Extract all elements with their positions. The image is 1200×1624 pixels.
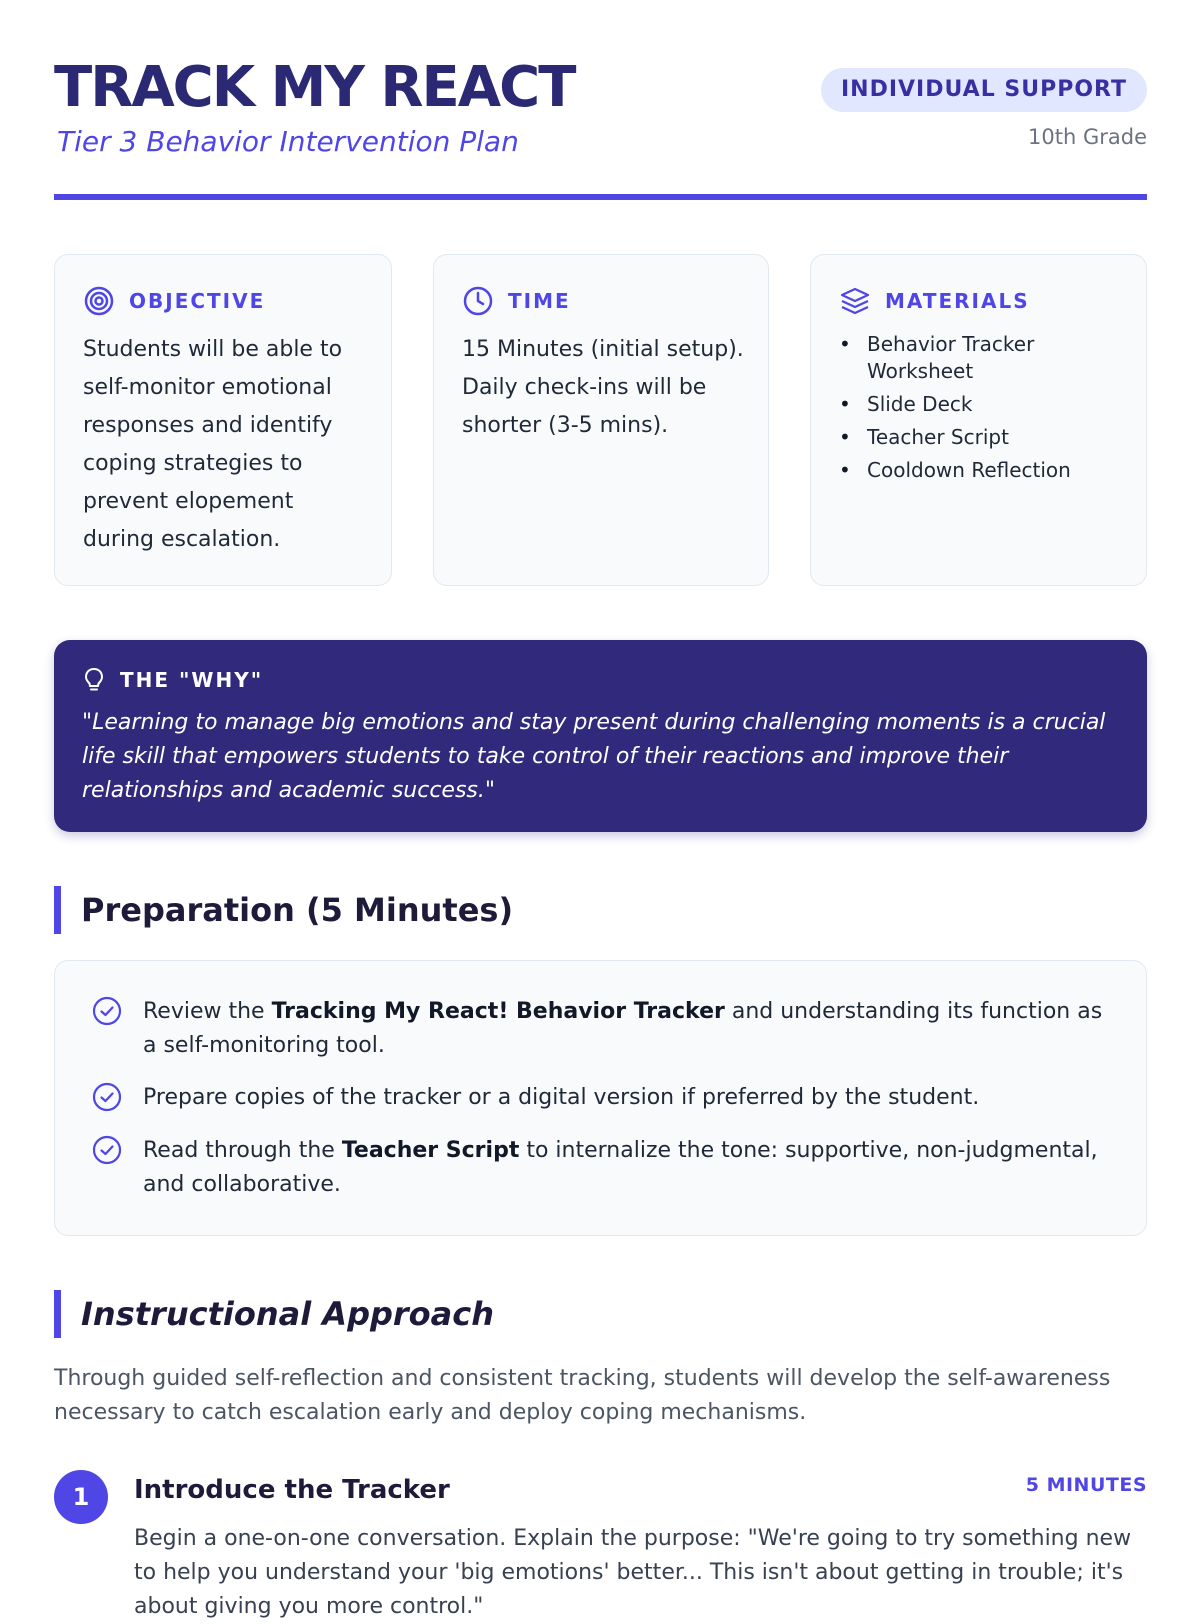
lesson-plan-page (54, 0, 1147, 1619)
time-text: 15 Minutes (initial setup). Daily check-ins will be shorter (3-5 mins). (462, 337, 744, 438)
list-item: • Teacher Script (839, 424, 1124, 451)
check-circle-icon (91, 1134, 123, 1166)
lightbulb-icon (82, 666, 106, 694)
list-item (91, 1134, 1106, 1202)
materials-card-header (839, 283, 1030, 319)
list-item: • Slide Deck (839, 391, 1124, 418)
materials-list (839, 331, 1124, 490)
why-quote: "Learning to manage big emotions and stay present during challenging moments is a crucial life skill that empowers students to take control of their reactions and improve their relationships and academic success." (82, 710, 1106, 803)
time-label: TIME (508, 289, 571, 313)
step-title: Introduce the Tracker (134, 1475, 450, 1505)
check-circle-icon (91, 1081, 123, 1113)
grade-label: 10th Grade (1028, 125, 1147, 149)
step-number-badge: 1 (54, 1470, 108, 1524)
preparation-heading: Preparation (5 Minutes) (54, 886, 513, 934)
target-icon (83, 285, 115, 317)
page-title: TRACK MY REACT (54, 55, 575, 120)
step-duration: 5 MINUTES (1025, 1474, 1147, 1496)
header (54, 56, 1147, 200)
approach-heading: Instructional Approach (54, 1290, 494, 1338)
list-item: • Cooldown Reflection (839, 457, 1124, 484)
objective-card (54, 254, 392, 586)
clock-icon (462, 285, 494, 317)
objective-text: Students will be able to self-monitor emotional responses and identify coping strategies to prevent elopement during escalation. (83, 337, 343, 552)
support-badge: INDIVIDUAL SUPPORT (821, 68, 1147, 112)
materials-label: MATERIALS (885, 289, 1030, 313)
materials-card (810, 254, 1147, 586)
step-description: Begin a one-on-one conversation. Explain the purpose: "We're going to try something new to help you understand your 'big emotions' better... This isn't about getting in trouble; it's about giving you more control." (134, 1526, 1132, 1619)
preparation-item-text: Prepare copies of the tracker or a digital version if preferred by the student. (143, 1085, 980, 1110)
list-item (91, 995, 1106, 1063)
preparation-item-text: Read through the Teacher Script to internalize the tone: supportive, non-judgmental, and collaborative. (143, 1138, 1098, 1197)
check-circle-icon (91, 995, 123, 1027)
time-card-header (462, 283, 571, 319)
page-subtitle: Tier 3 Behavior Intervention Plan (57, 125, 519, 158)
approach-intro: Through guided self-reflection and consistent tracking, students will develop the self-awareness necessary to catch escalation early and deploy coping mechanisms. (54, 1366, 1111, 1425)
objective-label: OBJECTIVE (129, 289, 266, 313)
why-label: THE "WHY" (120, 668, 264, 692)
list-item: • Behavior Tracker Worksheet (839, 331, 1124, 385)
why-header (82, 664, 263, 696)
time-card (433, 254, 769, 586)
objective-card-header (83, 283, 265, 319)
why-callout (54, 640, 1147, 832)
preparation-box (54, 960, 1147, 1236)
list-item (91, 1081, 1106, 1115)
layers-icon (839, 285, 871, 317)
preparation-item-text: Review the Tracking My React! Behavior Tracker and understanding its function as a self-monitoring tool. (143, 999, 1103, 1058)
